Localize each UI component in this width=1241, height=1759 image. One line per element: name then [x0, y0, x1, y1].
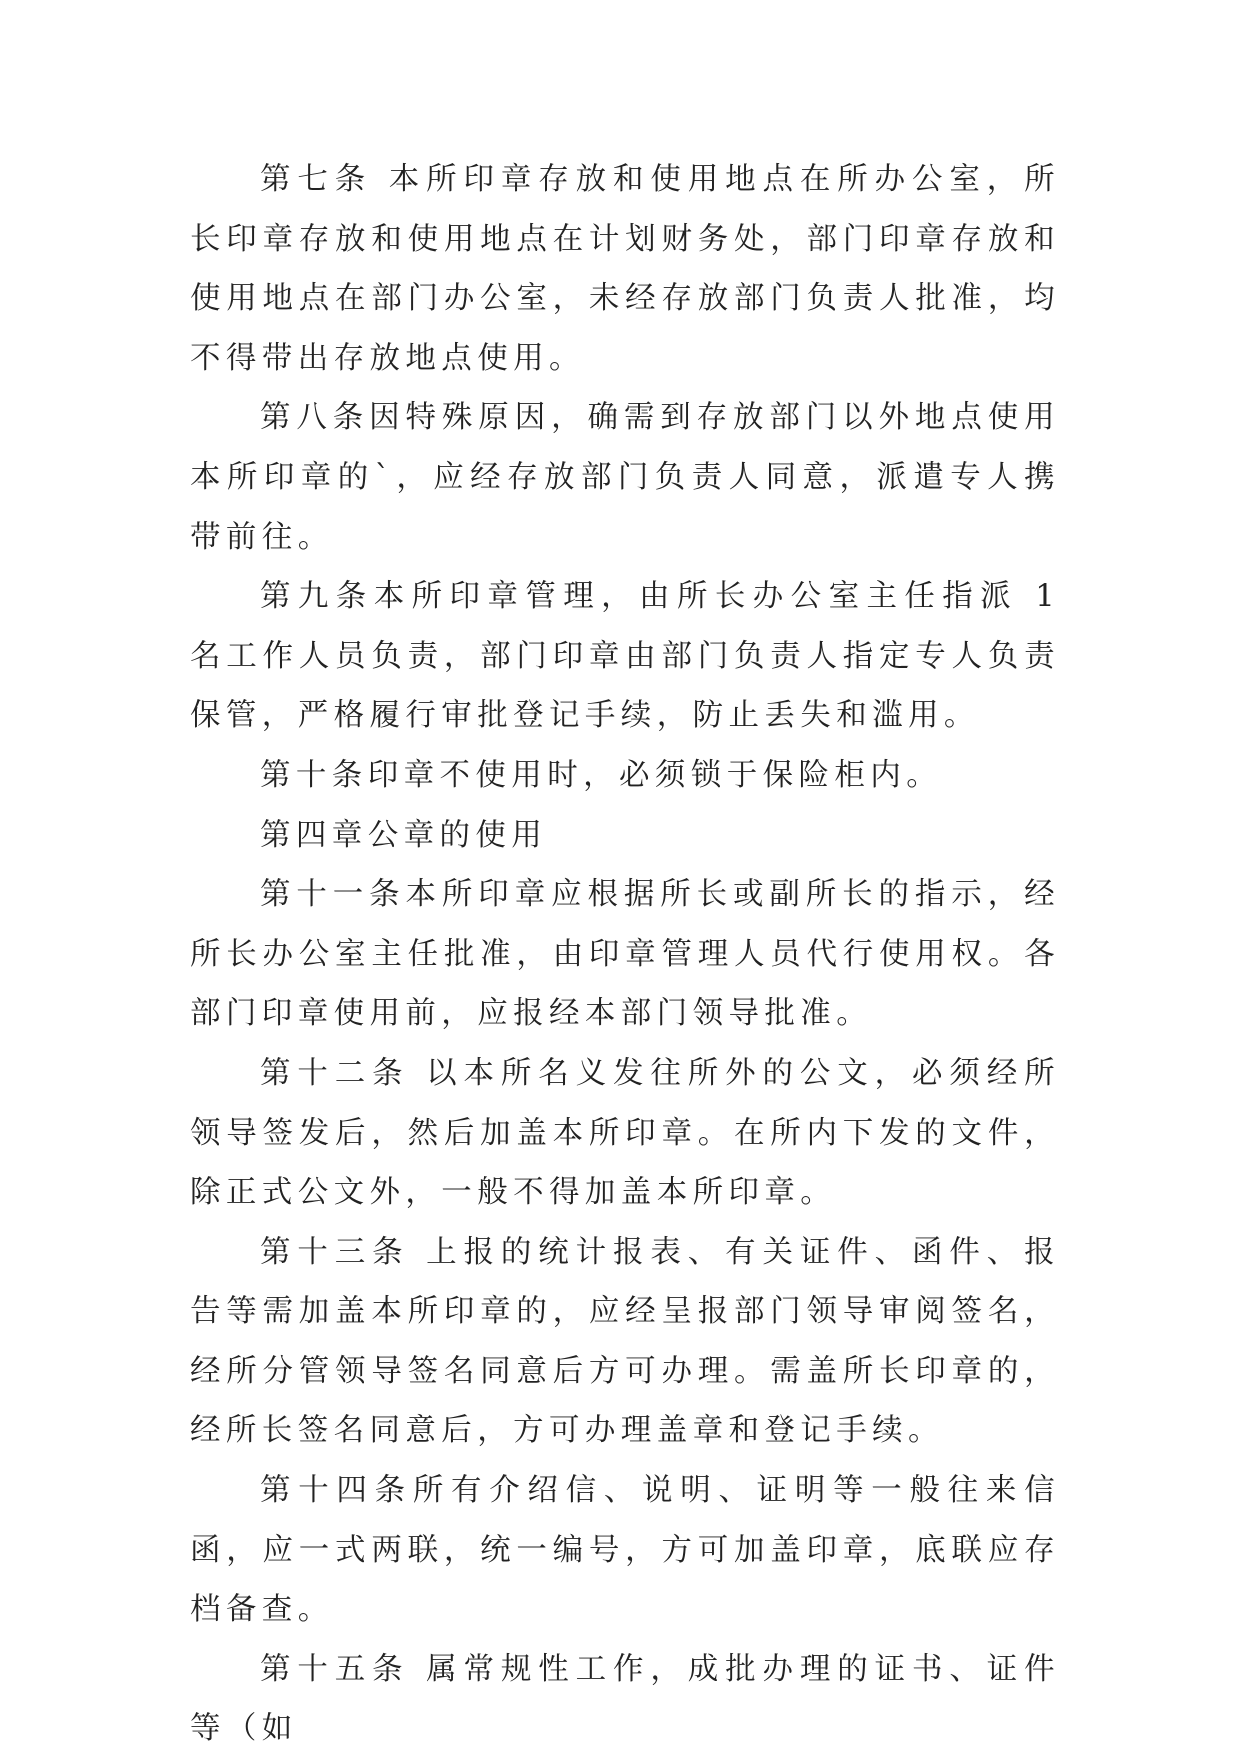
article-11-paragraph: 第十一条本所印章应根据所长或副所长的指示，经所长办公室主任批准，由印章管理人员代行使用权。各部门印章使用前，应报经本部门领导批准。 — [190, 877, 1060, 1032]
article-7-paragraph: 第七条 本所印章存放和使用地点在所办公室，所长印章存放和使用地点在计划财务处，部门印章存放和使用地点在部门办公室，未经存放部门负责人批准，均不得带出存放地点使用。 — [190, 162, 1060, 376]
article-13-paragraph: 第十三条 上报的统计报表、有关证件、函件、报告等需加盖本所印章的，应经呈报部门领导审阅签名，经所分管领导签名同意后方可办理。需盖所长印章的，经所长签名同意后，方可办理盖章和登记手续。 — [190, 1234, 1060, 1449]
document-body — [190, 150, 1060, 1759]
article-9-paragraph: 第九条本所印章管理，由所长办公室主任指派 1 名工作人员负责，部门印章由部门负责人指定专人负责保管，严格履行审批登记手续，防止丢失和滥用。 — [190, 579, 1060, 734]
article-12-paragraph: 第十二条 以本所名义发往所外的公文，必须经所领导签发后，然后加盖本所印章。在所内下发的文件，除正式公文外，一般不得加盖本所印章。 — [190, 1055, 1060, 1211]
article-14-paragraph: 第十四条所有介绍信、说明、证明等一般往来信函，应一式两联，统一编号，方可加盖印章，底联应存档备查。 — [190, 1473, 1060, 1628]
article-15-paragraph: 第十五条 属常规性工作，成批办理的证书、证件等（如 — [190, 1651, 1060, 1747]
article-10-paragraph: 第十条印章不使用时，必须锁于保险柜内。 — [260, 757, 943, 793]
article-8-paragraph: 第八条因特殊原因，确需到存放部门以外地点使用本所印章的`，应经存放部门负责人同意，派遣专人携带前往。 — [190, 400, 1060, 555]
chapter-4-heading: 第四章公章的使用 — [260, 817, 548, 853]
